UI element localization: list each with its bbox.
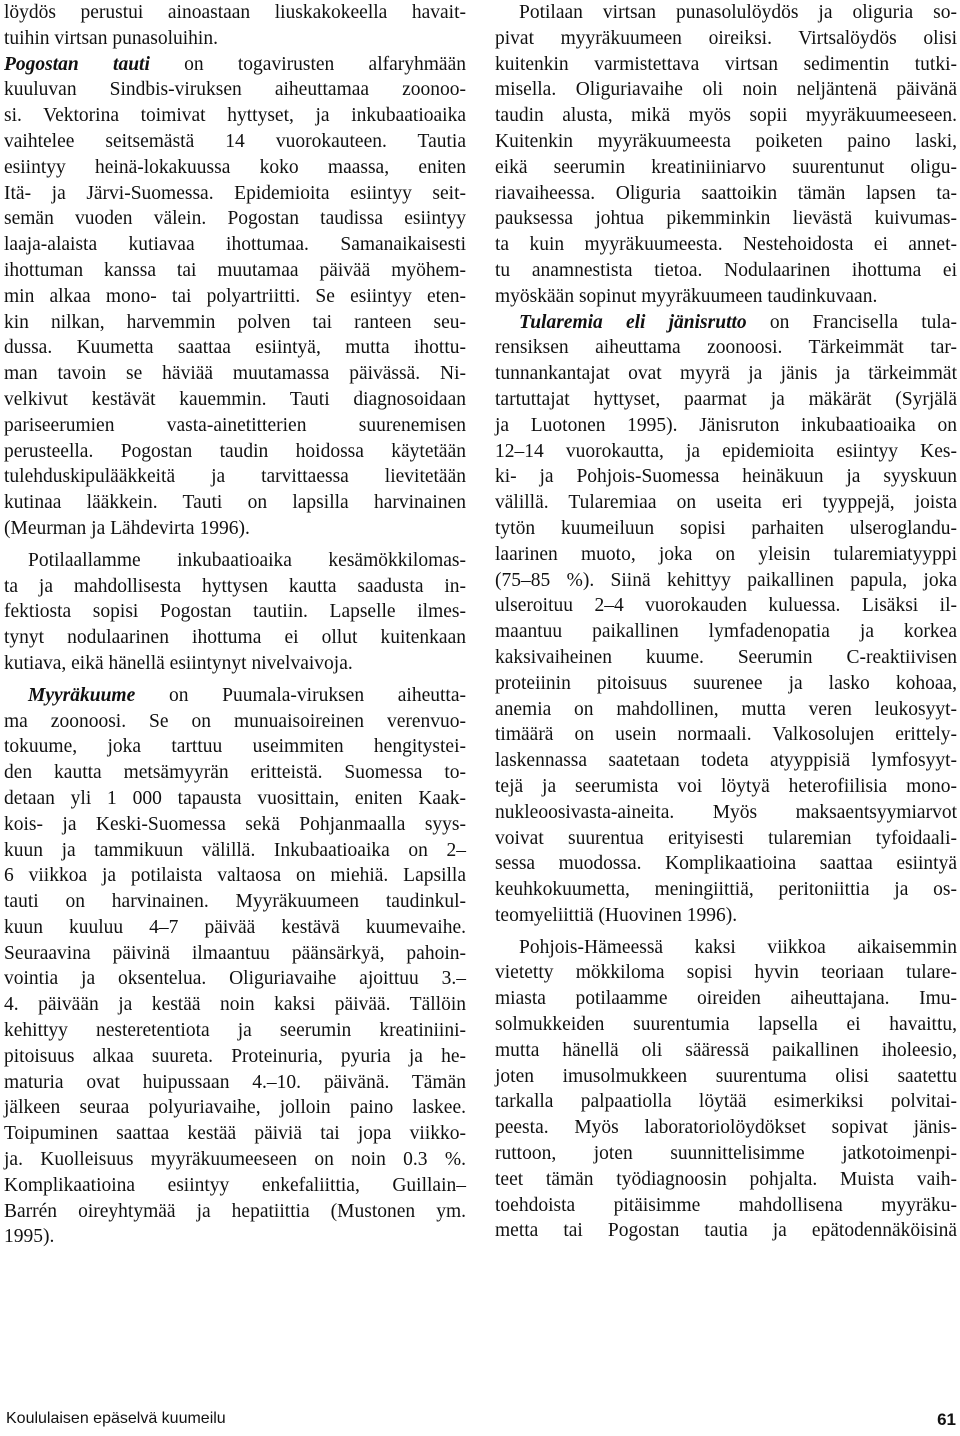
text-line: kuitenkin varmistettava virtsan sedimentin tutki- <box>495 53 957 75</box>
text-line: min alkaa mono- tai polyartriitti. Se esiintyy eten- <box>4 285 466 307</box>
text-line: pauksessa johtua pikemminkin lievästä kuivumas- <box>495 208 957 230</box>
text-line: velkivut kestävät kauemmin. Tauti diagnosoidaan <box>4 388 466 410</box>
text-line: ki- ja Pohjois-Suomessa heinäkuun ja syyskuun <box>495 466 957 488</box>
text-line: Barrén oireyhtymää ja hepatiittia (Mustonen ym. <box>4 1200 466 1222</box>
text-line: ulseroituu 2–4 vuorokauden kuluessa. Lisäksi il- <box>495 595 957 617</box>
term-myyrakuume: Myyräkuume <box>28 684 136 706</box>
text-line: teomyeliittiä (Huovinen 1996). <box>495 904 738 926</box>
text-line: Pohjois-Hämeessä kaksi viikkoa aikaisemmin <box>519 936 957 958</box>
text-line: kutiava, eikä hänellä esiintynyt nivelvaivoja. <box>4 652 353 674</box>
text-line: semän vuoden välein. Pogostan taudissa esiintyy <box>4 208 466 230</box>
text-line: toehdoista pitäisimme mahdollisena myyräku- <box>495 1194 957 1216</box>
text-line: taudin alusta, mikä myös sopii myyräkuumeeseen. <box>495 105 957 127</box>
term-tularemia: Tularemia eli jänisrutto <box>519 311 747 333</box>
text-line: joten imusolmukkeen suurentuma olisi saatettu <box>495 1065 957 1087</box>
text-line: kehittyy nesteretentiota ja seerumin kreatiniini- <box>4 1020 466 1042</box>
text-line: kaksivaiheinen kuume. Seerumin C-reaktiivisen <box>495 646 957 668</box>
text-line: ja Luotonen 1995). Jänisruton inkubaatioaika on <box>495 414 957 436</box>
text-line: Tularemia eli jänisrutto on Francisella tula- <box>519 311 957 333</box>
text-line: 6 viikkoa ja potilaista valtaosa on miehiä. Lapsilla <box>4 865 466 887</box>
text-line: nukleoosivasta-aineita. Myös maksaentsyymiarvot <box>495 801 957 823</box>
text-line: pariseerumien vasta-ainetitterien suurenemisen <box>4 414 466 436</box>
text-line: kuuluvan Sindbis-viruksen aiheuttamaa zoonoo- <box>4 79 466 101</box>
text-line: proteiinin pitoisuus suurenee ja lasko kohoaa, <box>495 672 957 694</box>
text-line: misella. Oliguriavaihe oli noin neljäntenä päivänä <box>495 79 957 101</box>
text-line: laskennassa saatetaan todeta atyyppisiä lymfosyyt- <box>495 750 957 772</box>
text-line: tytön kuumeiluun sopisi parhaiten ulseroglandu- <box>495 517 957 539</box>
text-line: vointia ja oksentelua. Oliguriavaihe ajoittuu 3.– <box>4 968 466 990</box>
text-line: riavaiheessa. Oliguria saattoikin tämän lapsen ta- <box>495 182 957 204</box>
text-line: löydös perustui ainoastaan liuskakokeella havait- <box>4 2 466 23</box>
text-line: teet tämän työdiagnoosin pohjalta. Muista vaih- <box>495 1168 957 1190</box>
text-line: maturia ovat huipussaan 4.–10. päivänä. Tämän <box>4 1071 466 1093</box>
text-line: tejä ja seerumista voi löytyä heterofiilisia mono- <box>495 775 957 797</box>
text-line: kois- ja Keski-Suomessa sekä Pohjanmaalla syys- <box>4 813 466 835</box>
text-line: ruttoon, joten suunnittelisimme jatkotoimenpi- <box>495 1143 957 1165</box>
text-line: pivat myyräkuumeen oireiksi. Virtsalöydös olisi <box>495 27 957 49</box>
text-line: Pogostan tauti on togavirusten alfaryhmään <box>4 53 466 75</box>
text-line: laarinen muoto, joka on yleisin tularemiatyyppi <box>495 543 957 565</box>
term-pogostan-tauti: Pogostan tauti <box>4 53 150 75</box>
text-line: tulehduskipulääkkeitä ja tarvittaessa lievitetään <box>4 466 466 488</box>
text-line: kutinaa lääkkein. Tauti on lapsilla harvinainen <box>4 492 466 514</box>
text-line: miasta potilaamme oireiden aiheuttajana. Imu- <box>495 988 957 1010</box>
text-line: fektiosta sopisi Pogostan tautiin. Lapselle ilmes- <box>4 601 466 623</box>
text-line: ta ja mahdollisesta hyttysen kautta saadusta in- <box>4 575 466 597</box>
text-line: solmukkeiden suurentumia lapsella ei havaittu, <box>495 1014 957 1036</box>
text-line: 12–14 vuorokautta, ja epidemioita esiintyy Kes- <box>495 440 957 462</box>
text-line: ja. Kuolleisuus myyräkuumeeseen on noin 0.3 %. <box>4 1149 466 1171</box>
text-line: tuihin virtsan punasoluihin. <box>4 27 218 49</box>
text-line: tarkalla palpaatiolla löytää esimerkiksi polvitai- <box>495 1091 957 1113</box>
text-line: laaja-alaista kutiavaa ihottumaa. Samanaikaisesti <box>4 234 466 256</box>
text-line: Seuraavina päivinä ilmaantuu päänsärkyä, pahoin- <box>4 942 466 964</box>
text-line: tokuume, joka tarttuu useimmiten hengitystei- <box>4 736 466 758</box>
text-line: sessa muodossa. Komplikaatioina saattaa esiintyä <box>495 853 957 875</box>
text-line: (75–85 %). Siinä kehittyy paikallinen papula, joka <box>495 569 957 591</box>
text-line: anemia on mahdollinen, mutta veren leukosyyt- <box>495 698 957 720</box>
page-number: 61 <box>937 1410 956 1429</box>
text-line: si. Vektorina toimivat hyttyset, ja inkubaatioaika <box>4 105 466 127</box>
text-line: tunnankantajat ovat myyrä ja jänis ja tärkeimmät <box>495 363 957 385</box>
text-line: 4. päivään ja kestää noin kaksi päivää. Tällöin <box>4 994 466 1016</box>
text-line: peesta. Myös laboratoriolöydökset sopivat jänis- <box>495 1117 957 1139</box>
text-line: (Meurman ja Lähdevirta 1996). <box>4 517 250 539</box>
text-line: rensiksen aiheuttama zoonoosi. Tärkeimmät tar- <box>495 337 957 359</box>
text-line: ma zoonoosi. Se on munuaisoireinen verenvuo- <box>4 710 466 732</box>
text-line: Toipuminen saattaa kestää päiviä tai jopa viikko- <box>4 1123 466 1145</box>
text-line: maantuu paikallinen lymfadenopatia ja korkea <box>495 621 957 643</box>
text-line: Potilaan virtsan punasolulöydös ja oliguria so- <box>519 2 957 23</box>
text-line: keuhkokuumetta, meningiittiä, peritoniittia ja os- <box>495 879 957 901</box>
text-line: pitoisuus alkaa suureta. Proteinuria, pyuria ja he- <box>4 1045 466 1067</box>
text-line: esiintyy heinä-lokakuussa koko maassa, eniten <box>4 156 466 178</box>
text-line: voivat suurentua erityisesti tularemian tyfoidaali- <box>495 827 957 849</box>
text-line: ta kuin myyräkuumeesta. Nestehoidosta ei annet- <box>495 234 957 256</box>
text-line: tu anamnestista tietoa. Nodulaarinen ihottuma ei <box>495 259 957 281</box>
text-line: mutta hänellä oli sääressä paikallinen iholeesio, <box>495 1039 957 1061</box>
left-column <box>4 0 466 1250</box>
text-line: Kuitenkin myyräkuumeesta poiketen paino laski, <box>495 130 957 152</box>
text-line: jälkeen seuraa polyuriavaihe, jolloin paino laskee. <box>4 1097 466 1119</box>
text-line: 1995). <box>4 1226 55 1248</box>
text-line: myöskään sopinut myyräkuumeen taudinkuvaan. <box>495 285 878 307</box>
text-line: ihottuman kanssa tai muutamaa päivää myöhem- <box>4 259 466 281</box>
text-line: kuun kuuluu 4–7 päivää kestävä kuumevaihe. <box>4 916 466 938</box>
right-column <box>495 0 957 1244</box>
text-line: man tavoin se häviää muutamassa päivässä. Ni- <box>4 363 466 385</box>
text-line: den kautta metsämyyrän eritteistä. Suomessa to- <box>4 762 466 784</box>
text-line: perusteella. Pogostan taudin hoidossa käytetään <box>4 440 466 462</box>
text-line: eikä seerumin kreatiniiniarvo suurentunut oligu- <box>495 156 957 178</box>
text-line: dussa. Kuumetta saattaa esiintyä, mutta ihottu- <box>4 337 466 359</box>
text-line: tauti on harvinainen. Myyräkuumeen taudinkul- <box>4 891 466 913</box>
running-title: Koululaisen epäselvä kuumeilu <box>6 1410 226 1427</box>
text-line: detaan yli 1 000 tapausta vuosittain, eniten Kaak- <box>4 787 466 809</box>
text-line: Potilaallamme inkubaatioaika kesämökkilomas- <box>28 549 466 571</box>
text-line: metta tai Pogostan tautia ja epätodennäköisinä <box>495 1220 957 1242</box>
text-line: Myyräkuume on Puumala-viruksen aiheutta- <box>28 684 466 706</box>
text-line: kin nilkan, harvemmin polven tai ranteen seu- <box>4 311 466 333</box>
text-line: timäärä on usein normaali. Valkosolujen erittely- <box>495 724 957 746</box>
page-footer <box>6 1410 956 1434</box>
text-line: kuun ja tammikuun välillä. Inkubaatioaika on 2– <box>4 839 466 861</box>
text-line: tartuttajat hyttyset, paarmat ja mäkärät (Syrjälä <box>495 388 957 410</box>
text-line: tynyt nodulaarinen ihottuma ei ollut kuitenkaan <box>4 627 466 649</box>
text-line: Itä- ja Järvi-Suomessa. Epidemioita esiintyy seit- <box>4 182 466 204</box>
text-line: Komplikaatioina esiintyy enkefaliittia, Guillain– <box>4 1174 466 1196</box>
text-line: vietetty mökkiloma sopisi hyvin teoriaan tulare- <box>495 962 957 984</box>
text-line: vaihtelee seitsemästä 14 vuorokauteen. Tautia <box>4 130 466 152</box>
text-line: välillä. Tularemiaa on useita eri tyyppejä, joista <box>495 492 957 514</box>
